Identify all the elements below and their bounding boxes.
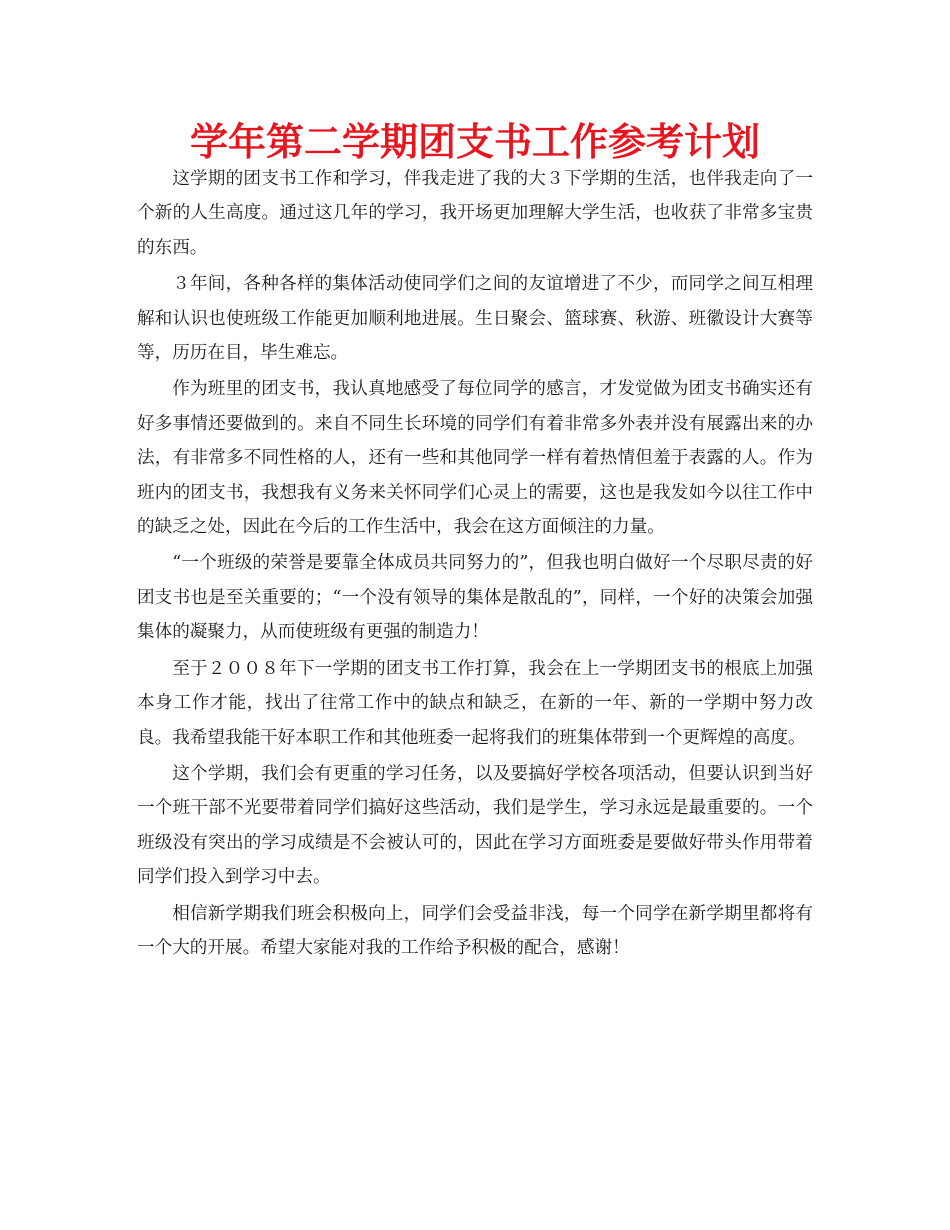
- paragraph-5: 至于２００８年下一学期的团支书工作打算，我会在上一学期团支书的根底上加强本身工作才能，找出了往常工作中的缺点和缺乏，在新的一年、新的一学期中努力改良。我希望我能干好本职工作和其他班委一起将我们的班集体带到一个更辉煌的高度。: [137, 658, 813, 748]
- paragraph-1: 这学期的团支书工作和学习，伴我走进了我的大３下学期的生活，也伴我走向了一个新的人生高度。通过这几年的学习，我开场更加理解大学生活，也收获了非常多宝贵的东西。: [137, 169, 813, 258]
- paragraph-7: 相信新学期我们班会积极向上，同学们会受益非浅，每一个同学在新学期里都将有一个大的开展。希望大家能对我的工作给予积极的配合，感谢！: [137, 903, 813, 958]
- document-body: [137, 162, 813, 967]
- paragraph-6: 这个学期，我们会有更重的学习任务，以及要搞好学校各项活动，但要认识到当好一个班干部不光要带着同学们搞好这些活动，我们是学生，学习永远是最重要的。一个班级没有突出的学习成绩是不会被认可的，因此在学习方面班委是要做好带头作用带着同学们投入到学习中去。: [137, 763, 813, 888]
- paragraph-2: ３年间，各种各样的集体活动使同学们之间的友谊增进了不少，而同学之间互相理解和认识也使班级工作能更加顺利地进展。生日聚会、篮球赛、秋游、班徽设计大赛等等，历历在目，毕生难忘。: [137, 274, 813, 364]
- paragraph-4: “一个班级的荣誉是要靠全体成员共同努力的”，但我也明白做好一个尽职尽责的好团支书也是至关重要的；“一个没有领导的集体是散乱的”，同样，一个好的决策会加强集体的凝聚力，从而使班级有更强的制造力！: [137, 553, 813, 643]
- paragraph-3: 作为班里的团支书，我认真地感受了每位同学的感言，才发觉做为团支书确实还有好多事情还要做到的。来自不同生长环境的同学们有着非常多外表并没有展露出来的办法，有非常多不同性格的人，还有一些和其他同学一样有着热情但羞于表露的人。作为班内的团支书，我想我有义务来关怀同学们心灵上的需要，这也是我发如今以往工作中的缺乏之处，因此在今后的工作生活中，我会在这方面倾注的力量。: [137, 379, 813, 538]
- document-title: 学年第二学期团支书工作参考计划: [189, 120, 760, 164]
